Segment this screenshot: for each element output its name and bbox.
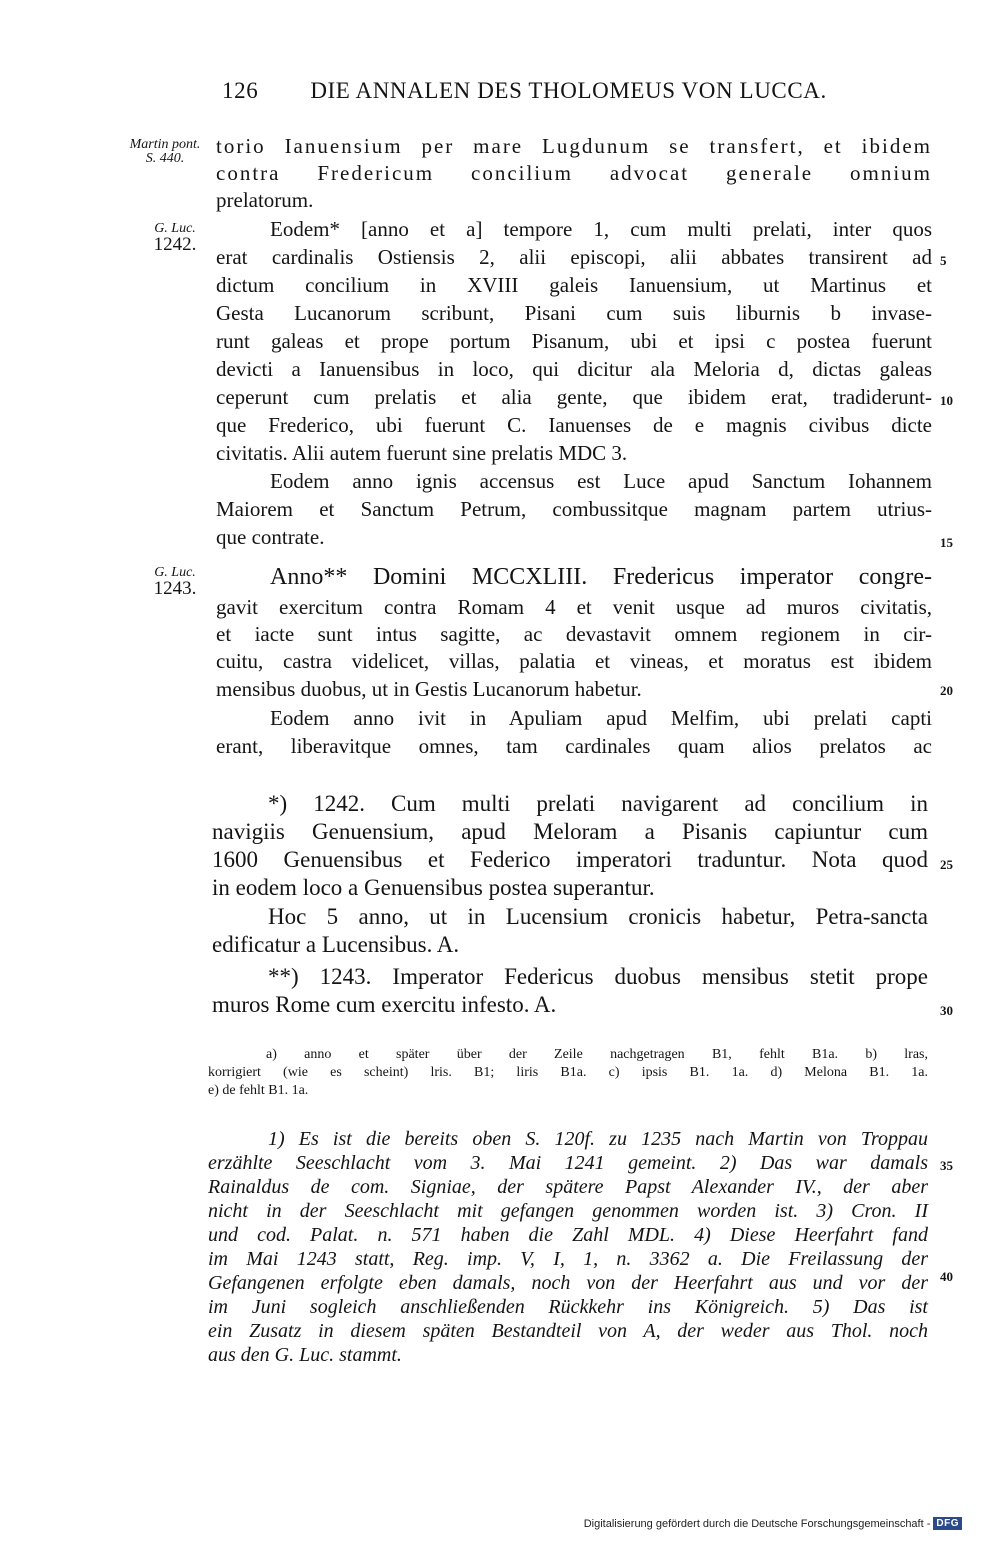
text-line: mensibus duobus, ut in Gestis Lucanorum habetur. xyxy=(216,677,642,701)
text-line: Gesta Lucanorum scribunt, Pisani cum suis liburnis b invase- xyxy=(216,301,932,325)
text-line: gavit exercitum contra Romam 4 et venit usque ad muros civitatis, xyxy=(216,595,932,619)
text-line: erat cardinalis Ostiensis 2, alii episcopi, alii abbates transirent ad xyxy=(216,245,932,269)
line-number: 35 xyxy=(940,1158,953,1173)
text-line: et iacte sunt intus sagitte, ac devastavit omnem regionem in cir- xyxy=(216,622,932,646)
footnote-line: im Juni sogleich anschließenden Rückkehr ins Königreich. 5) Das ist xyxy=(208,1296,928,1318)
text-line: Eodem anno ivit in Apuliam apud Melfim, ubi prelati capti xyxy=(270,706,932,730)
digitization-credit xyxy=(584,1517,962,1530)
text-line: torio Ianuensium per mare Lugdunum se transfert, et ibidem xyxy=(216,134,932,158)
line-number: 25 xyxy=(940,857,953,872)
note-line: 1600 Genuensibus et Federico imperatori traduntur. Nota quod xyxy=(212,847,928,872)
margin-ref: S. 440. xyxy=(145,151,185,166)
footnote-line: aus den G. Luc. stammt. xyxy=(208,1344,402,1366)
text-line: contra Fredericum concilium advocat generale omnium xyxy=(216,161,932,185)
margin-source: G. Luc. xyxy=(154,221,196,236)
footnote-line: nicht in der Seeschlacht mit gefangen genommen worden ist. 3) Cron. II xyxy=(208,1200,928,1222)
running-title: DIE ANNALEN DES THOLOMEUS VON LUCCA. xyxy=(310,78,827,103)
text-line: civitatis. Alii autem fuerunt sine prelatis MDC 3. xyxy=(216,441,628,465)
margin-year: 1243. xyxy=(153,578,197,599)
text-line: Anno** Domini MCCXLIII. Fredericus imperator congre- xyxy=(270,564,932,590)
note-line: navigiis Genuensium, apud Meloram a Pisanis capiuntur cum xyxy=(212,819,928,844)
text-line: Eodem anno ignis accensus est Luce apud Sanctum Iohannem xyxy=(270,469,932,493)
footnote-line: erzählte Seeschlacht vom 3. Mai 1241 gemeint. 2) Das war damals xyxy=(208,1152,928,1174)
footnote-line: und cod. Palat. n. 571 haben die Zahl MDL. 4) Diese Heerfahrt fand xyxy=(208,1224,928,1246)
footnote-line: Gefangenen erfolgte eben damals, noch von der Heerfahrt aus und vor der xyxy=(208,1272,928,1294)
credit-text: Digitalisierung gefördert durch die Deutsche Forschungsgemeinschaft - xyxy=(583,1517,931,1530)
footnote-line: 1) Es ist die bereits oben S. 120f. zu 1235 nach Martin von Troppau xyxy=(268,1128,928,1150)
dfg-logo-icon: DFG xyxy=(933,1517,962,1530)
text-line: que contrate. xyxy=(216,525,325,549)
margin-source: Martin pont. xyxy=(129,137,201,152)
text-line: erant, liberavitque omnes, tam cardinales quam alios prelatos ac xyxy=(216,734,932,758)
footnote-line: im Mai 1243 statt, Reg. imp. V, I, 1, n. 3362 a. Die Freilassung der xyxy=(208,1248,928,1270)
text-line: runt galeas et prope portum Pisanum, ubi et ipsi c postea fuerunt xyxy=(216,329,932,353)
margin-note-1242 xyxy=(125,222,225,254)
margin-year: 1242. xyxy=(153,234,197,255)
footnote-line: Rainaldus de com. Signiae, der spätere Papst Alexander IV., der aber xyxy=(208,1176,928,1198)
line-number: 15 xyxy=(940,535,953,550)
note-line: Hoc 5 anno, ut in Lucensium cronicis habetur, Petra-sancta xyxy=(268,904,928,929)
text-line: Maiorem et Sanctum Petrum, combussitque magnam partem utrius- xyxy=(216,497,932,521)
margin-source: G. Luc. xyxy=(154,565,196,580)
line-number: 40 xyxy=(940,1269,953,1284)
line-number: 5 xyxy=(940,253,947,268)
line-number: 10 xyxy=(940,393,953,408)
line-number: 30 xyxy=(940,1003,953,1018)
text-line: que Frederico, ubi fuerunt C. Ianuenses de e magnis civibus dicte xyxy=(216,413,932,437)
text-line: cuitu, castra videlicet, villas, palatia et vineas, et moratus est ibidem xyxy=(216,649,932,673)
note-line: in eodem loco a Genuensibus postea superantur. xyxy=(212,875,655,900)
page-number: 126 xyxy=(222,78,259,103)
text-line: prelatorum. xyxy=(216,188,314,212)
note-line: **) 1243. Imperator Federicus duobus mensibus stetit prope xyxy=(268,964,928,989)
text-line: Eodem* [anno et a] tempore 1, cum multi prelati, inter quos xyxy=(270,217,932,241)
variant-line: e) de fehlt B1. 1a. xyxy=(208,1083,309,1098)
text-line: dictum concilium in XVIII galeis Ianuensium, ut Martinus et xyxy=(216,273,932,297)
running-header xyxy=(222,78,827,104)
margin-note-martin xyxy=(115,138,215,166)
margin-note-1243 xyxy=(125,566,225,598)
note-line: edificatur a Lucensibus. A. xyxy=(212,932,460,957)
variant-line: a) anno et später über der Zeile nachgetragen B1, fehlt B1a. b) lras, xyxy=(266,1047,928,1062)
text-line: ceperunt cum prelatis et alia gente, que ibidem erat, tradiderunt- xyxy=(216,385,932,409)
note-line: *) 1242. Cum multi prelati navigarent ad concilium in xyxy=(268,791,928,816)
text-line: devicti a Ianuensibus in loco, qui dicitur ala Meloria d, dictas galeas xyxy=(216,357,932,381)
line-number: 20 xyxy=(940,683,953,698)
footnote-line: ein Zusatz in diesem späten Bestandteil von A, der weder aus Thol. noch xyxy=(208,1320,928,1342)
note-line: muros Rome cum exercitu infesto. A. xyxy=(212,992,557,1017)
variant-line: korrigiert (wie es scheint) lris. B1; liris B1a. c) ipsis B1. 1a. d) Melona B1. 1a. xyxy=(208,1065,928,1080)
